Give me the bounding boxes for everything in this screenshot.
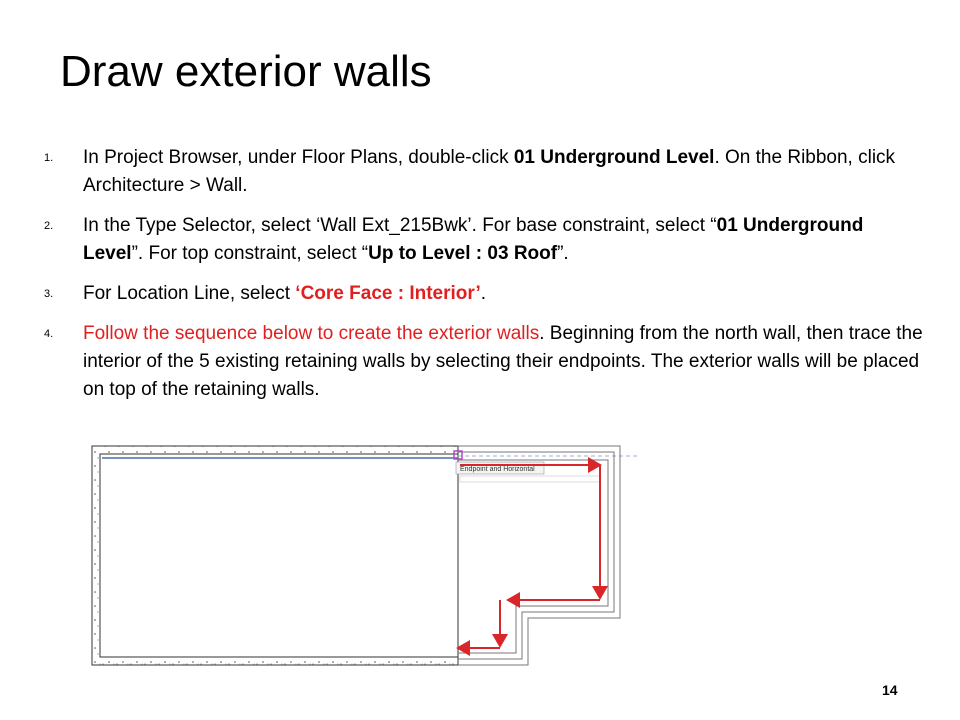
step-text-bold: 01 Underground Level (513, 147, 715, 168)
step-text-part: ”. For top constraint, select “ (131, 243, 369, 264)
step-number: 1. (44, 152, 54, 164)
step-text-part: ”. (557, 243, 569, 264)
step-text (83, 212, 924, 268)
step-text-bold: 01 Underground Level (83, 215, 864, 264)
step-text (83, 320, 924, 404)
step-text-part: In the Type Selector, select ‘Wall Ext_215Bwk’. For base constraint, select “ (83, 215, 717, 236)
interior-boundary (100, 454, 458, 657)
step-2 (44, 212, 924, 268)
retaining-wall (92, 446, 458, 665)
slide-title: Draw exterior walls (60, 47, 432, 96)
step-1 (44, 144, 924, 200)
step-text-red: Follow the sequence below to create the exterior walls (83, 323, 540, 344)
step-number: 3. (44, 288, 54, 300)
step-text-part: For Location Line, select (83, 283, 296, 304)
step-text-part: . Beginning from the north wall, then trace the interior of the 5 existing retaining walls by selecting their endpoints. The exterior walls will be placed on top of the retaining walls. (83, 323, 923, 400)
step-number: 2. (44, 220, 54, 232)
step-text (83, 144, 924, 200)
instruction-list (44, 144, 924, 416)
step-4 (44, 320, 924, 404)
snap-tooltip-text: Endpoint and Horizontal (460, 466, 535, 473)
step-text-part: . (480, 283, 487, 304)
step-number: 4. (44, 328, 54, 340)
sequence-arrows (458, 465, 600, 648)
step-text-bold: Up to Level : 03 Roof (368, 243, 558, 264)
step-text (83, 280, 924, 308)
step-3 (44, 280, 924, 308)
step-text-bold-red: ‘Core Face : Interior’ (295, 283, 481, 304)
floor-plan-figure (88, 442, 648, 672)
step-text-part: . On the Ribbon, click Architecture > Wall. (83, 147, 896, 196)
step-text-part: In Project Browser, under Floor Plans, double-click (83, 147, 514, 168)
existing-walls (458, 446, 620, 665)
page-number: 14 (882, 682, 898, 698)
